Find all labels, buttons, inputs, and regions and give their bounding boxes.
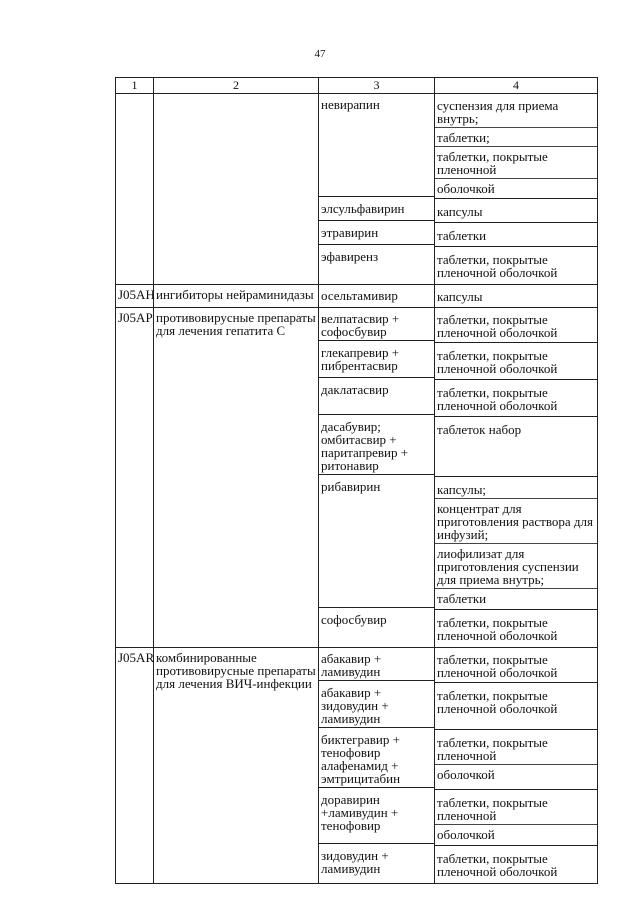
drug-name: дасабувир; омбитасвир + паритапревир + ритонавир <box>321 419 409 473</box>
drug-name: этравирин <box>321 225 379 240</box>
drug-entry <box>319 309 434 340</box>
drug-name: доравирин +ламивудин + тенофовир <box>321 792 399 833</box>
drug-entry <box>319 286 434 304</box>
atc-code-cell <box>116 94 154 285</box>
dosage-form-line: лиофилизат для приготовления суспензии для приема внутрь; <box>435 543 597 588</box>
dosage-form-line: таблетки, покрытые пленочной оболочкой <box>437 252 558 280</box>
dosage-form-line: суспензия для приема внутрь; <box>437 98 559 126</box>
dosage-form-entry <box>435 609 597 646</box>
dosage-form-line: таблетки, покрытые пленочной <box>437 795 548 823</box>
header-row <box>116 78 598 94</box>
drug-name: даклатасвир <box>321 382 389 397</box>
drug-entry <box>319 377 434 414</box>
header-cell-1: 1 <box>116 78 154 94</box>
header-cell-4: 4 <box>435 78 598 94</box>
drug-entry <box>319 843 434 880</box>
dosage-form-entry <box>435 342 597 379</box>
group-name-cell: ингибиторы нейраминидазы <box>154 285 319 308</box>
drug-entry <box>319 220 434 244</box>
dosage-form-entry <box>435 246 597 283</box>
dosage-form-line: таблетки, покрытые пленочной <box>435 146 597 178</box>
dosage-form-entry <box>435 729 597 789</box>
dosage-form-line: таблетки, покрытые пленочной оболочкой <box>437 615 558 643</box>
drug-entry <box>319 680 434 727</box>
drug-name-cell <box>319 648 435 884</box>
drug-name: софосбувир <box>321 612 387 627</box>
group-name-cell: противовирусные препараты для лечения гепатита C <box>154 308 319 648</box>
dosage-form-line: капсулы <box>437 289 483 304</box>
table-row <box>116 285 598 308</box>
table-row <box>116 648 598 884</box>
drug-entry <box>319 95 434 196</box>
dosage-form-line: таблетки; <box>435 127 597 146</box>
drug-entry <box>319 649 434 680</box>
dosage-form-line: таблетки, покрытые пленочной оболочкой <box>437 312 558 340</box>
drug-name: велпатасвир + софосбувир <box>321 311 400 339</box>
dosage-form-line: оболочкой <box>435 824 597 843</box>
dosage-form-line: таблетки, покрытые пленочной <box>437 735 548 763</box>
drug-table <box>115 77 598 884</box>
header-cell-2: 2 <box>154 78 319 94</box>
atc-code-cell: J05AR <box>116 648 154 884</box>
drug-entry <box>319 607 434 644</box>
drug-entry <box>319 414 434 474</box>
drug-entry <box>319 474 434 607</box>
dosage-form-line: таблетки, покрытые пленочной оболочкой <box>437 385 558 413</box>
dosage-form-line: таблетки <box>435 588 597 607</box>
drug-name: рибавирин <box>321 479 381 494</box>
drug-entry <box>319 787 434 843</box>
drug-entry <box>319 340 434 377</box>
dosage-form-cell <box>435 648 598 884</box>
dosage-form-line: капсулы <box>437 204 483 219</box>
group-name-cell: комбинированные противовирусные препараты для лечения ВИЧ-инфекции <box>154 648 319 884</box>
drug-name-cell <box>319 94 435 285</box>
dosage-form-line: таблетки, покрытые пленочной оболочкой <box>437 851 558 879</box>
atc-code-cell: J05AP <box>116 308 154 648</box>
dosage-form-entry <box>435 476 597 609</box>
drug-entry <box>319 244 434 281</box>
dosage-form-line: таблетки, покрытые пленочной оболочкой <box>437 348 558 376</box>
atc-code-cell: J05AH <box>116 285 154 308</box>
dosage-form-entry <box>435 789 597 845</box>
drug-name: осельтамивир <box>321 288 398 303</box>
drug-name: невирапин <box>321 97 380 112</box>
drug-name: зидовудин + ламивудин <box>321 848 389 876</box>
dosage-form-entry <box>435 95 597 198</box>
header-cell-3: 3 <box>319 78 435 94</box>
dosage-form-line: оболочкой <box>435 764 597 783</box>
drug-entry <box>319 727 434 787</box>
drug-name: абакавир + ламивудин <box>321 651 382 679</box>
dosage-form-entry <box>435 286 597 306</box>
drug-table-container <box>115 77 597 879</box>
dosage-form-line: концентрат для приготовления раствора для инфузий; <box>435 498 597 543</box>
drug-name: эфавиренз <box>321 249 379 264</box>
dosage-form-entry <box>435 845 597 882</box>
dosage-form-line: таблетки, покрытые пленочной оболочкой <box>437 688 558 716</box>
page-number: 47 <box>314 48 326 60</box>
dosage-form-cell <box>435 285 598 308</box>
dosage-form-entry <box>435 222 597 246</box>
dosage-form-cell <box>435 308 598 648</box>
table-row <box>116 94 598 285</box>
dosage-form-entry <box>435 309 597 342</box>
dosage-form-line: оболочкой <box>435 178 597 197</box>
dosage-form-entry <box>435 198 597 222</box>
dosage-form-entry <box>435 682 597 729</box>
drug-name: абакавир + зидовудин + ламивудин <box>321 685 389 726</box>
table-row <box>116 308 598 648</box>
dosage-form-line: таблетки <box>437 228 487 243</box>
dosage-form-entry <box>435 416 597 476</box>
dosage-form-line: таблетки, покрытые пленочной оболочкой <box>437 652 558 680</box>
group-name-cell <box>154 94 319 285</box>
dosage-form-cell <box>435 94 598 285</box>
drug-name: биктегравир + тенофовир алафенамид + эмтрицитабин <box>321 732 401 786</box>
dosage-form-line: таблеток набор <box>437 422 522 437</box>
drug-name: глекапревир + пибрентасвир <box>321 345 400 373</box>
drug-name: элсульфавирин <box>321 201 405 216</box>
drug-name-cell <box>319 308 435 648</box>
dosage-form-entry <box>435 379 597 416</box>
dosage-form-line: капсулы; <box>437 482 487 497</box>
drug-entry <box>319 196 434 220</box>
drug-name-cell <box>319 285 435 308</box>
dosage-form-entry <box>435 649 597 682</box>
